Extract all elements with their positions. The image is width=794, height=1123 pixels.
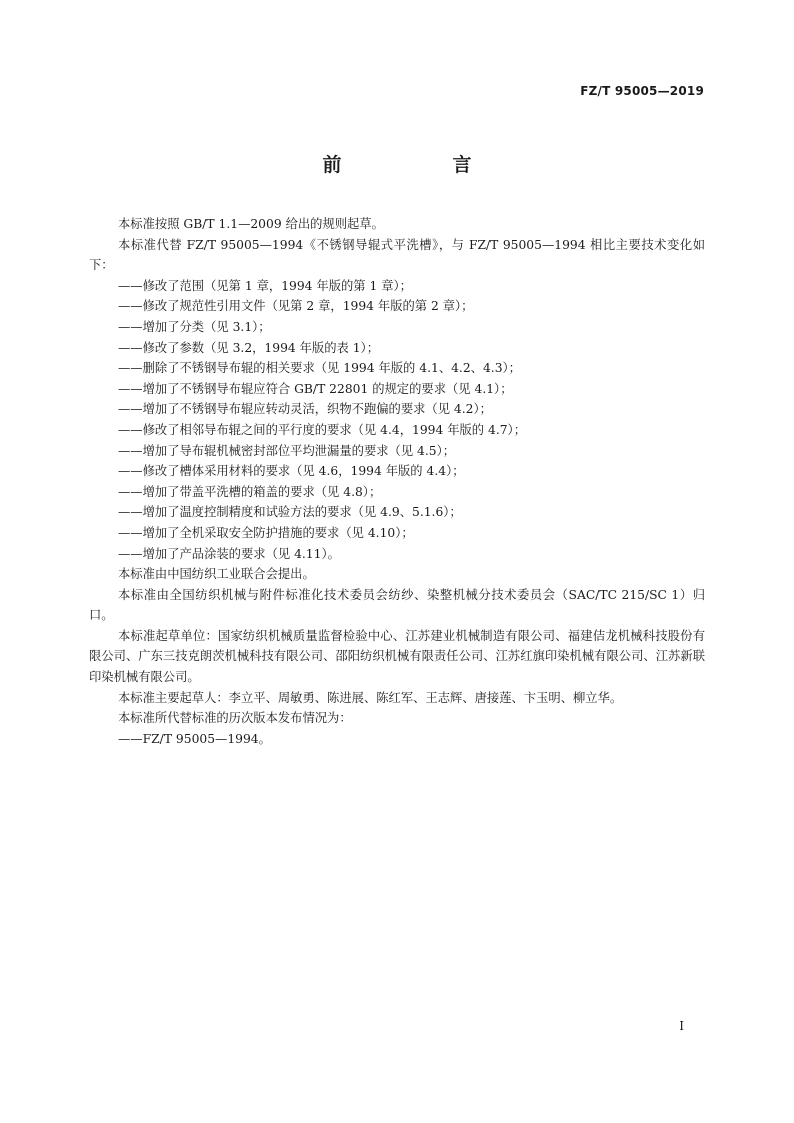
change-item: ——修改了规范性引用文件（见第 2 章，1994 年版的第 2 章）； (118, 299, 474, 314)
change-item: ——增加了分类（见 3.1）； (118, 319, 271, 334)
change-item: ——修改了范围（见第 1 章，1994 年版的第 1 章）； (118, 278, 412, 293)
change-item: ——修改了槽体采用材料的要求（见 4.6，1994 年版的 4.4）； (118, 464, 465, 479)
paragraph-centralized-by: 本标准由全国纺织机械与附件标准化技术委员会纺纱、染整机械分技术委员会（SAC/TC 215/SC 1）归口。 (89, 587, 705, 623)
paragraph-drafting-units: 本标准起草单位：国家纺织机械质量监督检验中心、江苏建业机械制造有限公司、福建佶龙机械科技股份有限公司、广东三技克朗茨机械科技有限公司、邵阳纺织机械有限责任公司、江苏红旗印染机械有限公司、江苏新联印染机械有限公司。 (89, 628, 705, 685)
paragraph-history-intro: 本标准所代替标准的历次版本发布情况为： (118, 711, 352, 726)
change-item: ——增加了温度控制精度和试验方法的要求（见 4.9、5.1.6）； (118, 505, 462, 520)
paragraph-replacement: 本标准代替 FZ/T 95005—1994《不锈钢导辊式平洗槽》，与 FZ/T 95005—1994 相比主要技术变化如下： (89, 237, 705, 273)
paragraph-proposed-by: 本标准由中国纺织工业联合会提出。 (118, 567, 315, 582)
change-item: ——增加了不锈钢导布辊应转动灵活，织物不跑偏的要求（见 4.2）； (118, 402, 492, 417)
change-item: ——删除了不锈钢导布辊的相关要求（见 1994 年版的 4.1、4.2、4.3）； (118, 361, 521, 376)
change-item: ——增加了带盖平洗槽的箱盖的要求（见 4.8）； (118, 484, 382, 499)
document-body (89, 214, 705, 749)
page-number: I (679, 1019, 684, 1033)
standard-code: FZ/T 95005—2019 (580, 84, 704, 98)
change-item: ——增加了产品涂装的要求（见 4.11）。 (118, 546, 340, 561)
history-item: ——FZ/T 95005—1994。 (118, 731, 271, 746)
page-title: 前 言 (322, 154, 518, 176)
paragraph-drafters: 本标准主要起草人：李立平、周敏勇、陈进展、陈红军、王志辉、唐接莲、卞玉明、柳立华。 (118, 690, 623, 705)
change-item: ——增加了不锈钢导布辊应符合 GB/T 22801 的规定的要求（见 4.1）； (118, 381, 513, 396)
change-item: ——修改了参数（见 3.2，1994 年版的表 1）； (118, 340, 380, 355)
change-item: ——修改了相邻导布辊之间的平行度的要求（见 4.4，1994 年版的 4.7）； (118, 422, 527, 437)
paragraph-drafting-rule: 本标准按照 GB/T 1.1—2009 给出的规则起草。 (118, 217, 384, 231)
change-item: ——增加了全机采取安全防护措施的要求（见 4.10）； (118, 525, 414, 540)
change-item: ——增加了导布辊机械密封部位平均泄漏量的要求（见 4.5）； (118, 443, 456, 458)
